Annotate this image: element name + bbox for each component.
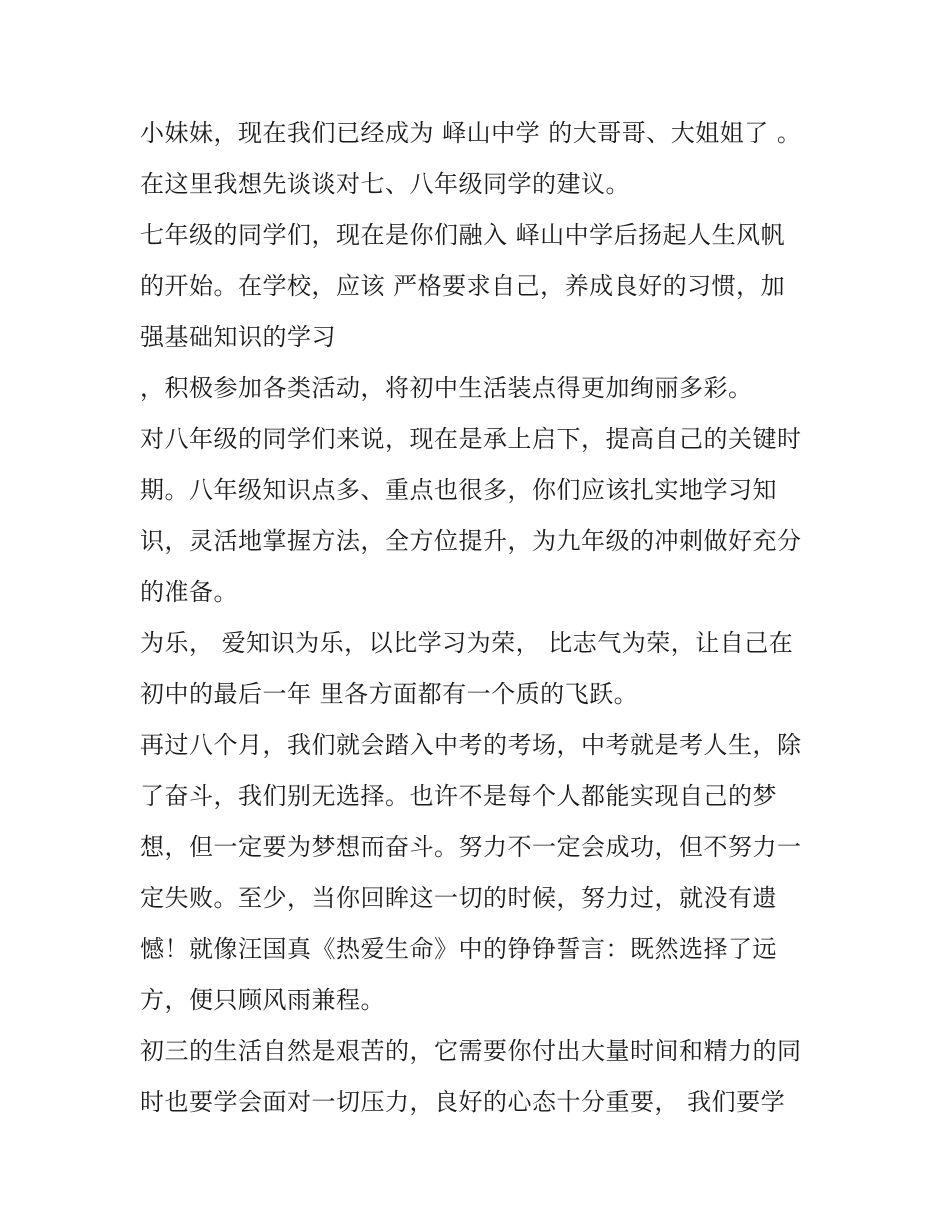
text-line: 时也要学会面对一切压力，良好的心态十分重要， 我们要学: [140, 1088, 786, 1116]
text-line: 了奋斗，我们别无选择。也许不是每个人都能实现自己的梦: [140, 782, 777, 810]
text-line: 再过八个月，我们就会踏入中考的考场，中考就是考人生，除: [140, 731, 802, 759]
text-line: 的开始。在学校，应该 严格要求自己，养成良好的习惯，加: [140, 272, 786, 300]
text-line: 小妹妹，现在我们已经成为 峄山中学 的大哥哥、大姐姐了 。: [140, 119, 802, 147]
text-line: 期。八年级知识点多、重点也很多，你们应该扎实地学习知: [140, 476, 777, 504]
text-line: 方，便只顾风雨兼程。: [140, 986, 385, 1014]
text-line: 定失败。至少，当你回眸这一切的时候，努力过，就没有遗: [140, 884, 777, 912]
text-line: 为乐， 爱知识为乐，以比学习为荣， 比志气为荣，让自己在: [140, 629, 794, 657]
text-line: 七年级的同学们，现在是你们融入 峄山中学后扬起人生风帆: [140, 221, 786, 249]
text-line: 的准备。: [140, 578, 238, 606]
text-line: 在这里我想先谈谈对七、八年级同学的建议。: [140, 170, 630, 198]
text-line: 对八年级的同学们来说，现在是承上启下，提高自己的关键时: [140, 425, 802, 453]
text-line: ，积极参加各类活动，将初中生活装点得更加绚丽多彩。: [140, 374, 753, 402]
document-body: [140, 108, 830, 1128]
text-line: 识，灵活地掌握方法，全方位提升，为九年级的冲刺做好充分: [140, 527, 802, 555]
text-line: 初三的生活自然是艰苦的，它需要你付出大量时间和精力的同: [140, 1037, 802, 1065]
text-line: 想，但一定要为梦想而奋斗。努力不一定会成功，但不努力一: [140, 833, 802, 861]
text-line: 强基础知识的学习: [140, 323, 336, 351]
text-line: 初中的最后一年 里各方面都有一个质的飞跃。: [140, 680, 639, 708]
text-line: 憾！就像汪国真《热爱生命》中的铮铮誓言：既然选择了远: [140, 935, 777, 963]
